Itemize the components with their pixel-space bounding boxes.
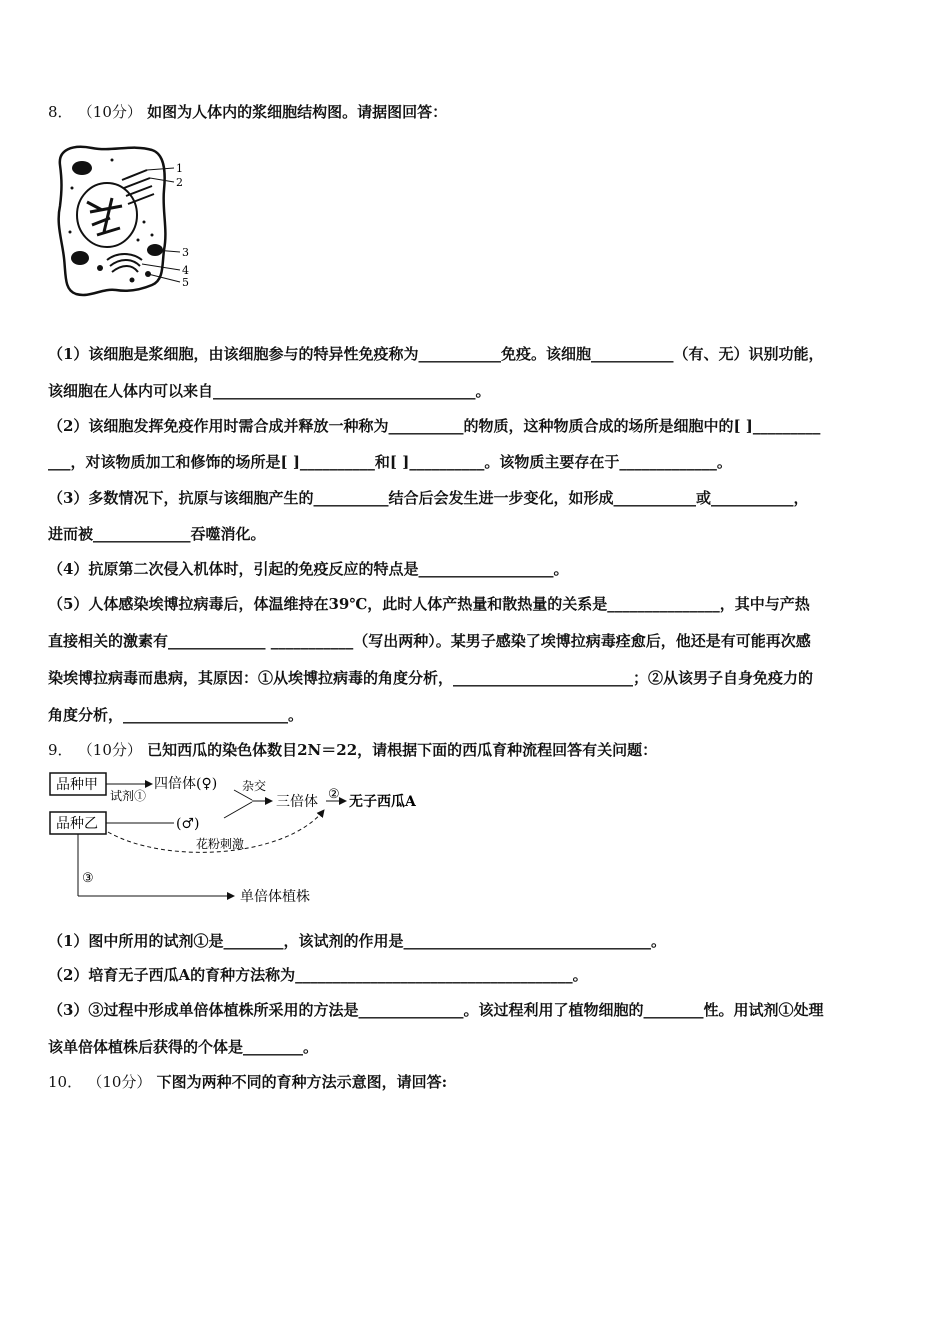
q9-line-1: （1）图中所用的试剂①是________，该试剂的作用是_________________________________。 [48, 932, 666, 950]
q8-line-3: （2）该细胞发挥免疫作用时需合成并释放一种称为__________的物质，这种物质合成的场所是细胞中的[ ]_________ [48, 417, 821, 435]
q8-line-7: （4）抗原第二次侵入机体时，引起的免疫反应的特点是__________________。 [48, 560, 569, 578]
cross-line-bottom [224, 802, 252, 818]
variety-a-label: 品种甲 [56, 777, 98, 793]
q9-line-3: （3）③过程中形成单倍体植株所采用的方法是______________。该过程利用了植物细胞的________性。用试剂①处理 [48, 1001, 824, 1019]
q8-title: 如图为人体内的浆细胞结构图。请据图回答： [147, 103, 448, 121]
diagram-label-4: 4 [182, 264, 189, 277]
cross-label: 杂交 [242, 779, 267, 793]
triploid-label: 三倍体 [276, 794, 318, 810]
q9-line-4: 该单倍体植株后获得的个体是________。 [48, 1038, 319, 1056]
haploid-label: 单倍体植株 [240, 889, 310, 905]
seedless-label: 无子西瓜A [349, 794, 416, 810]
reagent-label: 试剂① [110, 789, 147, 803]
q8-heading [48, 101, 908, 123]
q10-number: 10． [48, 1073, 83, 1091]
variety-b-label: 品种乙 [56, 816, 98, 832]
leader-line-2 [150, 178, 174, 182]
diagram-label-3: 3 [182, 246, 189, 259]
q9-line-2: （2）培育无子西瓜A的育种方法称为_____________________________________。 [48, 966, 588, 984]
q8-line-10: 染埃博拉病毒而患病，其原因：①从埃博拉病毒的角度分析，________________________；②从该男子自身免疫力的 [48, 669, 814, 687]
male-label: (♂) [176, 816, 200, 832]
q8-line-9: 直接相关的激素有_____________ ___________（写出两种）。某男子感染了埃博拉病毒痊愈后，他还是有可能再次感 [48, 632, 811, 650]
leader-line-5 [148, 274, 180, 282]
q8-number: 8． [48, 103, 73, 121]
q10-points: （10分） [87, 1073, 152, 1091]
diagram-label-5: 5 [182, 276, 189, 289]
q9-heading [48, 739, 908, 761]
q8-line-1: （1）该细胞是浆细胞，由该细胞参与的特异性免疫称为___________免疫。该细胞___________（有、无）识别功能， [48, 345, 824, 363]
plasma-cell-diagram [52, 140, 202, 305]
leader-line-1 [147, 168, 174, 170]
endoplasmic-reticulum [122, 170, 154, 204]
step2-label: ② [328, 787, 340, 802]
q9-title: 已知西瓜的染色体数目2N＝22，请根据下面的西瓜育种流程回答有关问题： [147, 741, 658, 759]
q9-number: 9． [48, 741, 73, 759]
q10-heading [48, 1071, 908, 1093]
watermelon-breeding-flowchart [46, 770, 446, 915]
pollen-label: 花粉刺激 [196, 837, 245, 851]
q8-line-2: 该细胞在人体内可以来自___________________________________。 [48, 382, 491, 400]
q8-line-5: （3）多数情况下，抗原与该细胞产生的__________结合后会发生进一步变化，如形成___________或___________， [48, 489, 809, 507]
diagram-label-1: 1 [176, 162, 183, 175]
step3-label: ③ [82, 871, 94, 886]
q8-line-6: 进而被_____________吞噬消化。 [48, 525, 266, 543]
q10-title: 下图为两种不同的育种方法示意图，请回答: [156, 1073, 448, 1091]
chromatin [87, 198, 122, 235]
mitochondrion-bottom [71, 251, 89, 265]
mitochondrion-top [72, 161, 92, 175]
q8-line-11: 角度分析，______________________。 [48, 706, 304, 724]
q9-points: （10分） [77, 741, 142, 759]
q8-line-4: ___，对该物质加工和修饰的场所是[ ]__________和[ ]__________。该物质主要存在于_____________。 [48, 453, 732, 471]
q8-line-8: （5）人体感染埃博拉病毒后，体温维持在39℃，此时人体产热量和散热量的关系是_______________，其中与产热 [48, 595, 810, 613]
tetraploid-label: 四倍体(♀) [154, 776, 218, 792]
diagram-label-2: 2 [176, 176, 183, 189]
q8-points: （10分） [77, 103, 142, 121]
golgi-apparatus [107, 254, 142, 272]
